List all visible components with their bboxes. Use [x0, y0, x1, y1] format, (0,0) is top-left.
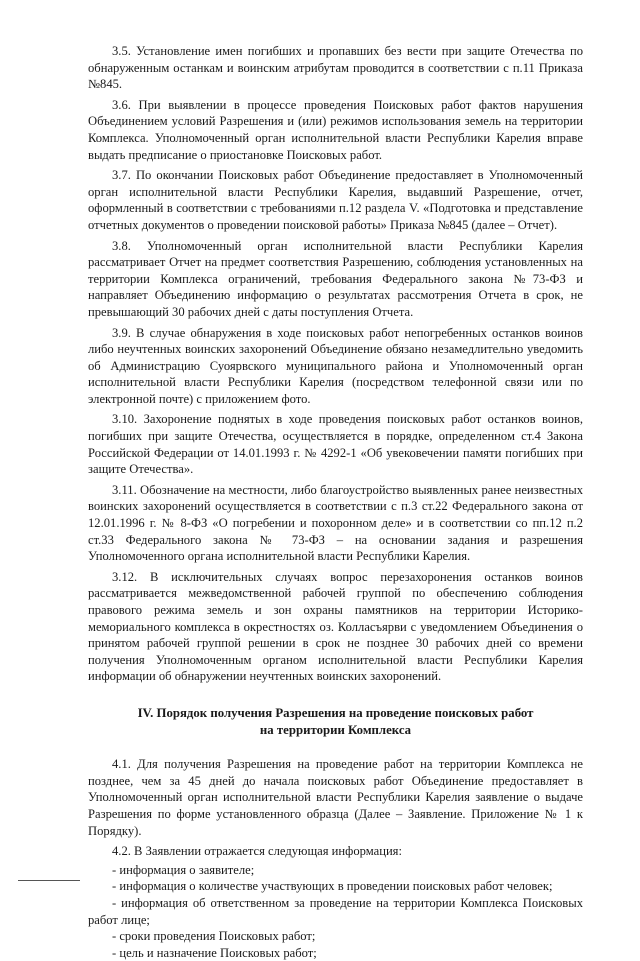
paragraph-3-8: 3.8. Уполномоченный орган исполнительной власти Республики Карелия рассматривает Отчет на предмет соответствия Разрешению, соблюдения установленных на территории Комплекса ограничений, требования Федерального закона №73-ФЗ и направляет Объединению информацию о результатах рассмотрения Отчета в срок, не превышающий 30 рабочих дней с даты поступления Отчета. [88, 238, 583, 319]
section-heading-line-2: на территории Комплекса [259, 722, 412, 737]
application-info-list [88, 862, 583, 961]
list-item: - цель и назначение Поисковых работ; [112, 945, 317, 960]
paragraph-4-1: 4.1. Для получения Разрешения на проведение работ на территории Комплекса не позднее, чем за 45 дней до начала поисковых работ Объединение предоставляет в Уполномоченный орган исполнительной власти Республики Карелия заявление о выдаче Разрешения по форме установленного образца (Далее – Заявление. Приложение № 1 к Порядку). [88, 757, 583, 838]
paragraph-3-12: 3.12. В исключительных случаях вопрос перезахоронения останков воинов рассматривается межведомственной рабочей группой по обеспечению соблюдения правового режима земель и зон охраны памятников на территории Историко-мемориального комплекса в окрестностях оз. Колласъярви с уведомлением Объединения о принятом рабочей группой решении в срок не позднее 30 рабочих дней со времени получения Уполномоченным органом исполнительной власти Республики Карелия информации об обнаружении неучтенных воинских захоронений. [88, 569, 583, 684]
list-item: - информация о заявителе; [112, 862, 255, 877]
document-body [88, 43, 583, 961]
paragraph-3-9: 3.9. В случае обнаружения в ходе поисковых работ непогребенных останков воинов либо неучтенных воинских захоронений Объединение обязано незамедлительно уведомить об Администрацию Суоярвского муниципального района и Уполномоченный орган исполнительной власти Республики Карелия (посредством телефонной связи или по электронной почте) с приложением фото. [88, 325, 583, 406]
footer-divider [18, 880, 80, 881]
paragraph-3-5: 3.5. Установление имен погибших и пропавших без вести при защите Отечества по обнаруженным останкам и воинским атрибутам проводится в соответствии с п.11 Приказа №845. [88, 44, 583, 92]
section-heading-line-1: IV. Порядок получения Разрешения на проведение поисковых работ [137, 705, 534, 720]
paragraph-3-6: 3.6. При выявлении в процессе проведения Поисковых работ фактов нарушения Объединением условий Разрешения и (или) режимов использования земель на территории Комплекса. Уполномоченный орган исполнительной власти Республики Карелия вправе выдать предписание о приостановке Поисковых работ. [88, 97, 583, 162]
list-item: - информация о количестве участвующих в проведении поисковых работ человек; [112, 879, 553, 894]
paragraph-3-10: 3.10. Захоронение поднятых в ходе проведения поисковых работ останков воинов, погибших при защите Отечества, осуществляется в порядке, определенном ст.4 Закона Российской Федерации от 14.01.1993 г. № 4292-1 «Об увековечении памяти погибших при защите Отечества». [88, 412, 583, 477]
paragraph-3-11: 3.11. Обозначение на местности, либо благоустройство выявленных ранее неизвестных воинских захоронений осуществляется в соответствии с п.3 ст.22 Федерального закона от 12.01.1996 г. № 8-ФЗ «О погребении и похоронном деле» и в соответствии со пп.12 п.2 ст.33 Федерального закона № 73-ФЗ – на основании задания и разрешения Уполномоченного органа исполнительной власти Республики Карелия. [88, 482, 583, 564]
list-item: - информация об ответственном за проведение на территории Комплекса Поисковых работ лице; [88, 895, 583, 927]
paragraph-4-2: 4.2. В Заявлении отражается следующая информация: [112, 844, 402, 859]
paragraph-3-7: 3.7. По окончании Поисковых работ Объединение предоставляет в Уполномоченный орган исполнительной власти Республики Карелия, выдавший Разрешение, отчет, оформленный в соответствии с требованиями п.12 раздела V. «Подготовка и представление отчетных документов о проведении поисковой работы» Приказа №845 (далее – Отчет). [88, 168, 583, 232]
section-heading-iv [88, 705, 583, 738]
list-item: - сроки проведения Поисковых работ; [112, 929, 316, 944]
